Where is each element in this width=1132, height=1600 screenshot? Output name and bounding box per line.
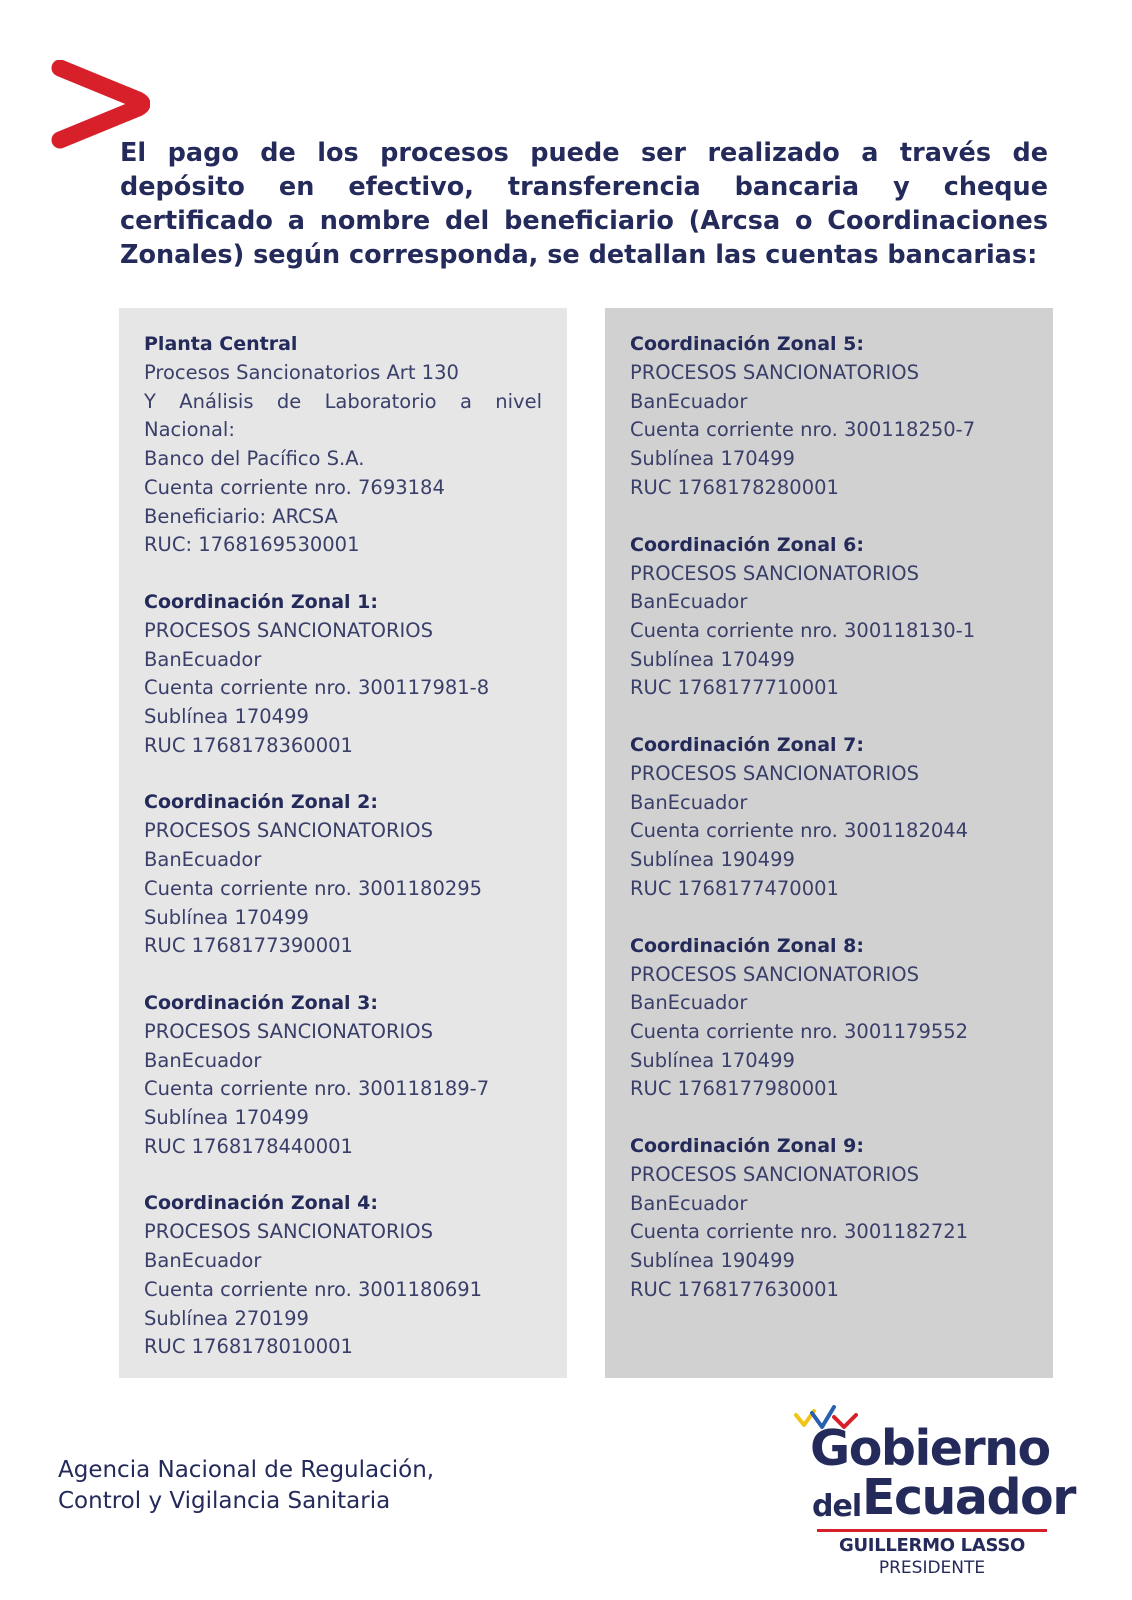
block-heading: Coordinación Zonal 4: xyxy=(144,1192,378,1215)
block-line: PROCESOS SANCIONATORIOS xyxy=(144,1019,433,1043)
block-line: Beneficiario: ARCSA xyxy=(144,504,338,528)
block-line: Sublínea 170499 xyxy=(630,647,795,671)
block-line: Cuenta corriente nro. 3001180295 xyxy=(144,876,483,900)
block-line: BanEcuador xyxy=(630,790,748,814)
block-line: Sublínea 170499 xyxy=(144,1106,309,1130)
block-line: PROCESOS SANCIONATORIOS xyxy=(630,762,919,786)
logo-text-ecuador: Ecuador xyxy=(862,1469,1075,1526)
block-line: PROCESOS SANCIONATORIOS xyxy=(630,361,919,384)
block-line: Banco del Pacífico S.A. xyxy=(144,447,365,471)
block-line: Cuenta corriente nro. 7693184 xyxy=(144,475,445,499)
block-line: PROCESOS SANCIONATORIOS xyxy=(630,561,919,585)
block-line: BanEcuador xyxy=(144,1048,262,1072)
account-block-zonal-8 xyxy=(630,932,1028,1105)
block-heading: Coordinación Zonal 5: xyxy=(630,333,864,355)
account-block-zonal-7 xyxy=(630,731,1028,904)
block-line: BanEcuador xyxy=(630,389,748,413)
block-heading: Coordinación Zonal 7: xyxy=(630,734,864,757)
block-heading: Coordinación Zonal 3: xyxy=(144,991,378,1014)
block-line: Sublínea 190499 xyxy=(630,1249,795,1273)
block-line: RUC 1768178360001 xyxy=(144,733,353,757)
block-line: Cuenta corriente nro. 300118250-7 xyxy=(630,418,976,442)
block-line: BanEcuador xyxy=(630,590,748,614)
accounts-panel-right xyxy=(605,308,1053,1378)
block-line: Cuenta corriente nro. 3001182721 xyxy=(630,1220,969,1244)
account-block-zonal-9 xyxy=(630,1132,1028,1305)
block-line: RUC 1768177630001 xyxy=(630,1277,839,1301)
account-block-zonal-1 xyxy=(144,588,542,761)
block-line: PROCESOS SANCIONATORIOS xyxy=(144,1220,433,1244)
block-line: Cuenta corriente nro. 3001179552 xyxy=(630,1019,969,1043)
logo-text-gobierno: Gobierno xyxy=(810,1420,1050,1477)
block-heading: Coordinación Zonal 6: xyxy=(630,533,864,556)
block-line: Cuenta corriente nro. 3001182044 xyxy=(630,819,969,843)
block-line: Cuenta corriente nro. 300118189-7 xyxy=(144,1077,490,1101)
block-line: Y Análisis de Laboratorio a nivel xyxy=(144,389,542,413)
president-title: PRESIDENTE xyxy=(878,1558,986,1578)
account-block-zonal-6 xyxy=(630,531,1028,704)
intro-paragraph: El pago de los procesos puede ser realizado a través de depósito en efectivo, transferencia bancaria y cheque certificado a nombre del beneficiario (Arcsa o Coordinaciones Zonales) según corresponda, se detallan las cuentas bancarias: xyxy=(120,138,1048,270)
block-line: PROCESOS SANCIONATORIOS xyxy=(630,962,919,986)
block-line: BanEcuador xyxy=(144,848,262,872)
block-line: RUC 1768177710001 xyxy=(630,676,839,700)
block-line: RUC 1768177980001 xyxy=(630,1077,839,1101)
account-block-zonal-2 xyxy=(144,788,542,961)
block-line: RUC 1768178280001 xyxy=(630,475,839,499)
block-heading: Coordinación Zonal 9: xyxy=(630,1135,864,1158)
block-line: Nacional: xyxy=(144,418,235,442)
block-line: Cuenta corriente nro. 300117981-8 xyxy=(144,676,490,700)
block-line: RUC: 1768169530001 xyxy=(144,533,360,557)
account-block-zonal-4 xyxy=(144,1189,542,1362)
block-line: Cuenta corriente nro. 3001180691 xyxy=(144,1277,483,1301)
block-line: RUC 1768178440001 xyxy=(144,1134,353,1158)
block-line: Sublínea 270199 xyxy=(144,1306,309,1330)
block-line: PROCESOS SANCIONATORIOS xyxy=(144,819,433,843)
block-line: PROCESOS SANCIONATORIOS xyxy=(144,618,433,642)
block-line: BanEcuador xyxy=(630,991,748,1015)
block-line: Cuenta corriente nro. 300118130-1 xyxy=(630,618,976,642)
block-line: BanEcuador xyxy=(144,1249,262,1273)
block-line: PROCESOS SANCIONATORIOS xyxy=(630,1163,919,1187)
agency-name-line: Control y Vigilancia Sanitaria xyxy=(58,1488,391,1514)
agency-name-line: Agencia Nacional de Regulación, xyxy=(58,1457,435,1483)
block-heading: Coordinación Zonal 1: xyxy=(144,590,378,613)
block-line: Sublínea 190499 xyxy=(630,848,795,872)
block-line: BanEcuador xyxy=(630,1191,748,1215)
president-name: GUILLERMO LASSO xyxy=(839,1535,1025,1556)
block-line: Sublínea 170499 xyxy=(630,1048,795,1072)
account-block-planta-central xyxy=(144,330,542,560)
accounts-panel-left xyxy=(119,308,567,1378)
block-line: Sublínea 170499 xyxy=(630,447,795,471)
block-heading: Coordinación Zonal 2: xyxy=(144,791,378,814)
block-line: BanEcuador xyxy=(144,647,262,671)
account-block-zonal-3 xyxy=(144,989,542,1162)
block-line: Sublínea 170499 xyxy=(144,905,309,929)
block-heading: Planta Central xyxy=(144,333,298,355)
logo-red-rule xyxy=(817,1529,1047,1532)
block-line: RUC 1768178010001 xyxy=(144,1335,353,1359)
agency-name xyxy=(58,1455,434,1517)
block-line: RUC 1768177390001 xyxy=(144,934,353,958)
gobierno-ecuador-logo xyxy=(792,1405,1075,1580)
block-line: RUC 1768177470001 xyxy=(630,876,839,900)
block-heading: Coordinación Zonal 8: xyxy=(630,934,864,957)
block-line: Procesos Sancionatorios Art 130 xyxy=(144,361,459,384)
block-line: Sublínea 170499 xyxy=(144,705,309,729)
logo-text-del: del xyxy=(812,1489,862,1524)
account-block-zonal-5 xyxy=(630,330,1028,503)
